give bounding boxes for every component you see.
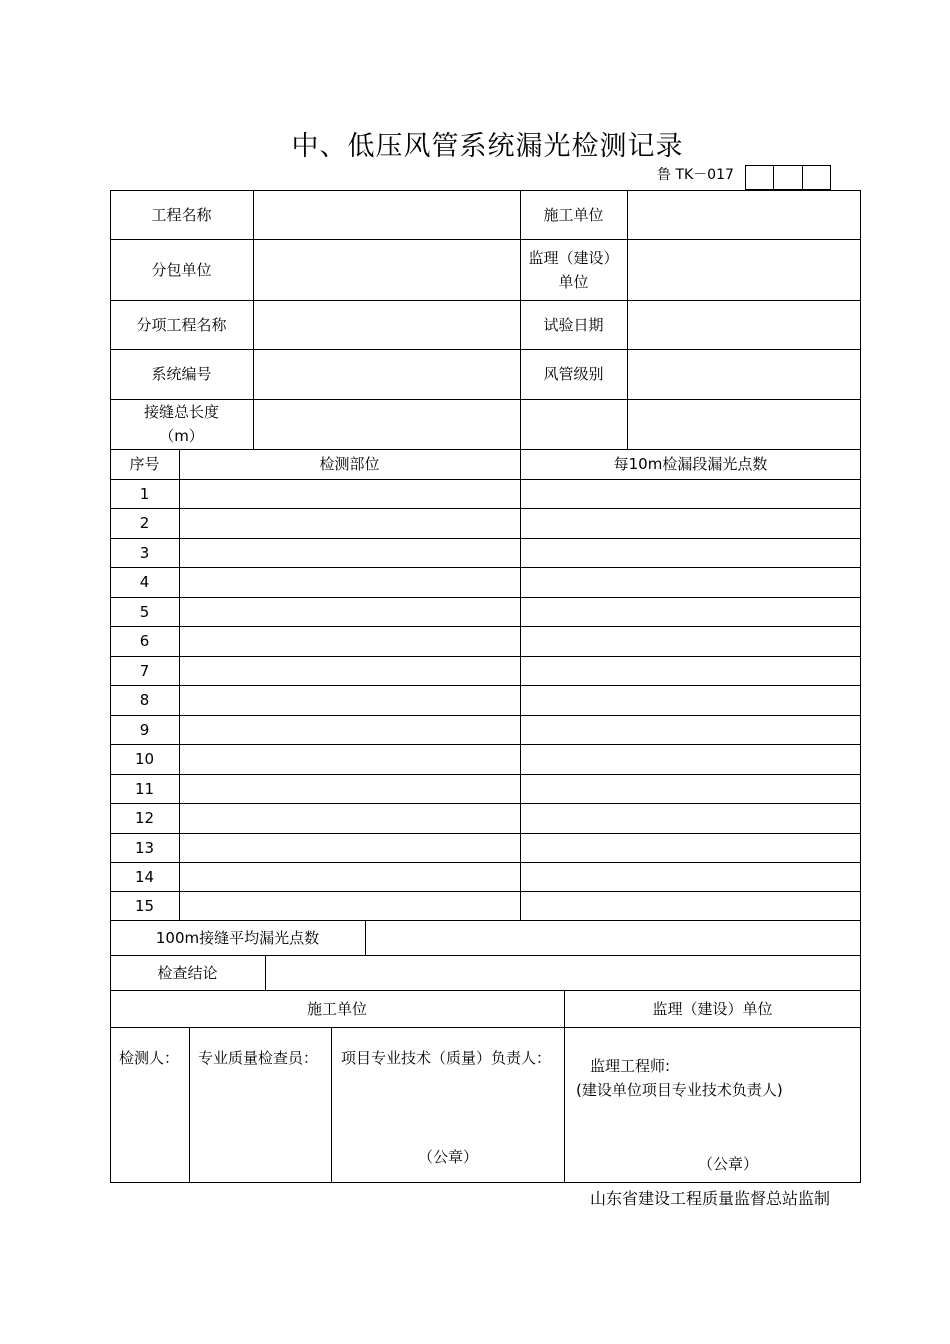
row-number: 9 bbox=[139, 720, 150, 739]
row-number: 4 bbox=[139, 573, 150, 591]
row-number: 12 bbox=[134, 809, 155, 827]
label-project-name: 工程名称 bbox=[151, 205, 212, 224]
row-number: 13 bbox=[134, 838, 155, 857]
label-sub-item-name: 分项工程名称 bbox=[136, 315, 227, 334]
row-number: 7 bbox=[139, 661, 150, 680]
label-subcontract-unit: 分包单位 bbox=[151, 260, 212, 279]
label-seam-length-line1: 接缝总长度 bbox=[143, 403, 219, 421]
header-supervision-unit: 监理（建设）单位 bbox=[652, 999, 773, 1018]
label-supervisor: 监理工程师: bbox=[590, 1057, 671, 1075]
label-supervision-line2: 单位 bbox=[558, 272, 589, 291]
col-header-location: 检测部位 bbox=[319, 455, 380, 473]
label-duct-grade: 风管级别 bbox=[543, 365, 604, 383]
row-number: 1 bbox=[139, 484, 150, 503]
label-seam-length-line2: （m） bbox=[159, 427, 204, 445]
seal-supervision: （公章） bbox=[698, 1155, 759, 1173]
page-title: 中、低压风管系统漏光检测记录 bbox=[291, 131, 684, 162]
header-construction-unit: 施工单位 bbox=[306, 999, 367, 1018]
label-seam-length bbox=[110, 401, 253, 447]
label-conclusion: 检查结论 bbox=[157, 963, 218, 982]
row-number: 14 bbox=[134, 867, 155, 886]
label-system-number: 系统编号 bbox=[151, 365, 212, 383]
row-number: 6 bbox=[139, 632, 150, 650]
label-tech-lead: 项目专业技术（质量）负责人： bbox=[341, 1049, 552, 1067]
label-avg-leak-points: 100m接缝平均漏光点数 bbox=[155, 928, 320, 947]
label-test-date: 试验日期 bbox=[543, 315, 604, 334]
seal-construction: （公章） bbox=[418, 1148, 479, 1166]
row-number: 2 bbox=[139, 514, 150, 532]
row-number: 15 bbox=[134, 896, 155, 915]
row-number: 5 bbox=[139, 602, 150, 621]
label-quality-inspector: 专业质量检查员： bbox=[198, 1049, 319, 1067]
label-owner-tech-lead: (建设单位项目专业技术负责人) bbox=[576, 1081, 783, 1099]
row-number: 11 bbox=[134, 779, 155, 798]
label-supervision-unit bbox=[520, 244, 627, 295]
label-supervision-line1: 监理（建设） bbox=[528, 248, 619, 267]
row-number: 10 bbox=[134, 750, 155, 768]
col-header-leak-points: 每10m检漏段漏光点数 bbox=[613, 455, 768, 473]
row-number: 8 bbox=[139, 691, 150, 709]
form-code: 鲁 TK－017 bbox=[657, 167, 734, 183]
row-number: 3 bbox=[139, 543, 150, 562]
issuer-footer: 山东省建设工程质量监督总站监制 bbox=[590, 1189, 831, 1208]
label-inspector: 检测人： bbox=[119, 1049, 180, 1067]
col-header-seq: 序号 bbox=[129, 455, 160, 473]
form-number-boxes bbox=[745, 165, 831, 190]
label-construction-unit: 施工单位 bbox=[543, 205, 604, 224]
